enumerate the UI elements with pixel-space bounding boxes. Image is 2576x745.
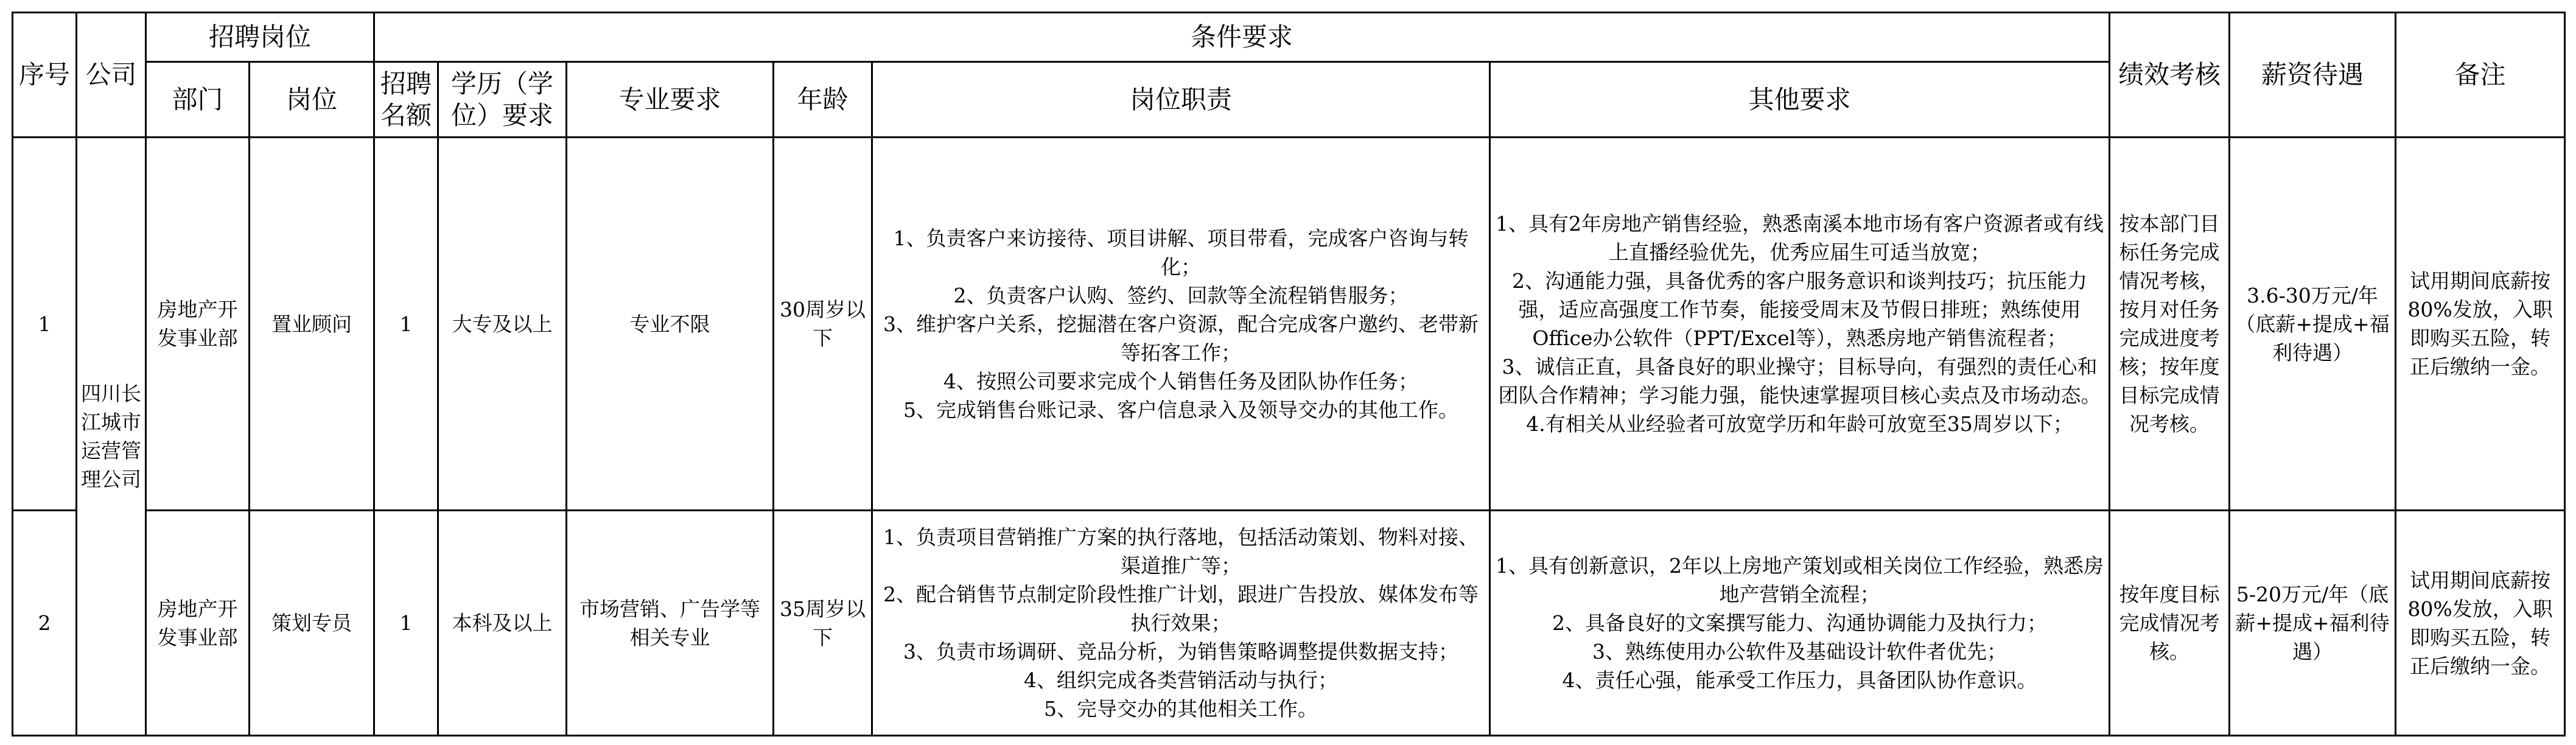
requirement-item: 4.有相关从业经验者可放宽学历和年龄可放宽至35周岁以下； [1526, 412, 2073, 436]
table-row [13, 138, 2565, 511]
cell-performance: 按本部门目标任务完成情况考核，按月对任务完成进度考核；按年度目标完成情况考核。 [2110, 138, 2230, 511]
duty-item: 4、组织完成各类营销活动与执行； [1024, 668, 1339, 692]
cell-seq: 2 [13, 511, 77, 736]
header-other: 其他要求 [1490, 62, 2110, 138]
header-row-group [13, 13, 2565, 62]
cell-seq: 1 [13, 138, 77, 511]
duty-item: 2、配合销售节点制定阶段性推广计划，跟进广告投放、媒体发布等执行效果； [883, 582, 1479, 635]
recruitment-table [12, 12, 2566, 736]
cell-quota: 1 [374, 511, 438, 736]
cell-age: 35周岁以下 [774, 511, 872, 736]
header-quota: 招聘名额 [374, 62, 438, 138]
cell-major: 市场营销、广告学等相关专业 [567, 511, 774, 736]
duty-item: 5、完导交办的其他相关工作。 [1044, 697, 1318, 721]
requirement-item: 3、诚信正直，具备良好的职业操守；目标导向，有强烈的责任心和团队合作精神；学习能力强，能快速掌握项目核心卖点及市场动态。 [1498, 355, 2101, 407]
cell-department: 房地产开发事业部 [146, 138, 250, 511]
cell-position: 策划专员 [250, 511, 374, 736]
duty-item: 1、负责项目营销推广方案的执行落地，包括活动策划、物料对接、渠道推广等； [883, 525, 1479, 578]
cell-major: 专业不限 [567, 138, 774, 511]
cell-other [1490, 511, 2110, 736]
requirement-item: 3、熟练使用办公软件及基础设计软件者优先； [1592, 640, 2007, 663]
requirement-item: 1、具有创新意识，2年以上房地产策划或相关岗位工作经验，熟悉房地产营销全流程； [1496, 554, 2104, 606]
header-company: 公司 [77, 13, 146, 138]
duty-item: 2、负责客户认购、签约、回款等全流程销售服务； [953, 283, 1409, 307]
requirement-item: 2、具备良好的文案撰写能力、沟通协调能力及执行力； [1552, 611, 2048, 635]
cell-duties [872, 138, 1490, 511]
header-remarks: 备注 [2396, 13, 2565, 138]
cell-salary: 5-20万元/年（底薪+提成+福利待遇） [2230, 511, 2396, 736]
header-seq: 序号 [13, 13, 77, 138]
cell-department: 房地产开发事业部 [146, 511, 250, 736]
header-position-group: 招聘岗位 [146, 13, 374, 62]
cell-education: 本科及以上 [438, 511, 567, 736]
header-conditions-group: 条件要求 [374, 13, 2110, 62]
header-major: 专业要求 [567, 62, 774, 138]
duty-item: 4、按照公司要求完成个人销售任务及团队协作任务； [943, 369, 1419, 393]
duty-item: 1、负责客户来访接待、项目讲解、项目带看，完成客户咨询与转化； [893, 226, 1469, 279]
requirement-item: 4、责任心强，能承受工作压力，具备团队协作意识。 [1562, 668, 2037, 692]
cell-education: 大专及以上 [438, 138, 567, 511]
header-duties: 岗位职责 [872, 62, 1490, 138]
header-performance: 绩效考核 [2110, 13, 2230, 138]
table-row [13, 511, 2565, 736]
requirement-item: 1、具有2年房地产销售经验，熟悉南溪本地市场有客户资源者或有线上直播经验优先，优秀应届生可适当放宽； [1496, 212, 2104, 264]
header-salary: 薪资待遇 [2230, 13, 2396, 138]
cell-company: 四川长江城市运营管理公司 [77, 138, 146, 736]
cell-remarks: 试用期间底薪按80%发放，入职即购买五险，转正后缴纳一金。 [2396, 511, 2565, 736]
header-position: 岗位 [250, 62, 374, 138]
header-age: 年龄 [774, 62, 872, 138]
header-education: 学历（学位）要求 [438, 62, 567, 138]
cell-position: 置业顾问 [250, 138, 374, 511]
cell-duties [872, 511, 1490, 736]
cell-remarks: 试用期间底薪按80%发放，入职即购买五险，转正后缴纳一金。 [2396, 138, 2565, 511]
duty-item: 5、完成销售台账记录、客户信息录入及领导交办的其他工作。 [903, 397, 1459, 422]
duty-item: 3、负责市场调研、竞品分析，为销售策略调整提供数据支持； [903, 640, 1459, 663]
cell-other [1490, 138, 2110, 511]
duty-item: 3、维护客户关系，挖掘潜在客户资源，配合完成客户邀约、老带新等拓客工作； [883, 312, 1479, 365]
cell-quota: 1 [374, 138, 438, 511]
cell-salary: 3.6-30万元/年（底薪+提成+福利待遇） [2230, 138, 2396, 511]
requirement-item: 2、沟通能力强，具备优秀的客户服务意识和谈判技巧；抗压能力强，适应高强度工作节奏，能接受周末及节假日排班；熟练使用Office办公软件（PPT/Excel等），熟悉房地产销售流程者； [1512, 269, 2088, 350]
cell-performance: 按年度目标完成情况考核。 [2110, 511, 2230, 736]
header-department: 部门 [146, 62, 250, 138]
cell-age: 30周岁以下 [774, 138, 872, 511]
